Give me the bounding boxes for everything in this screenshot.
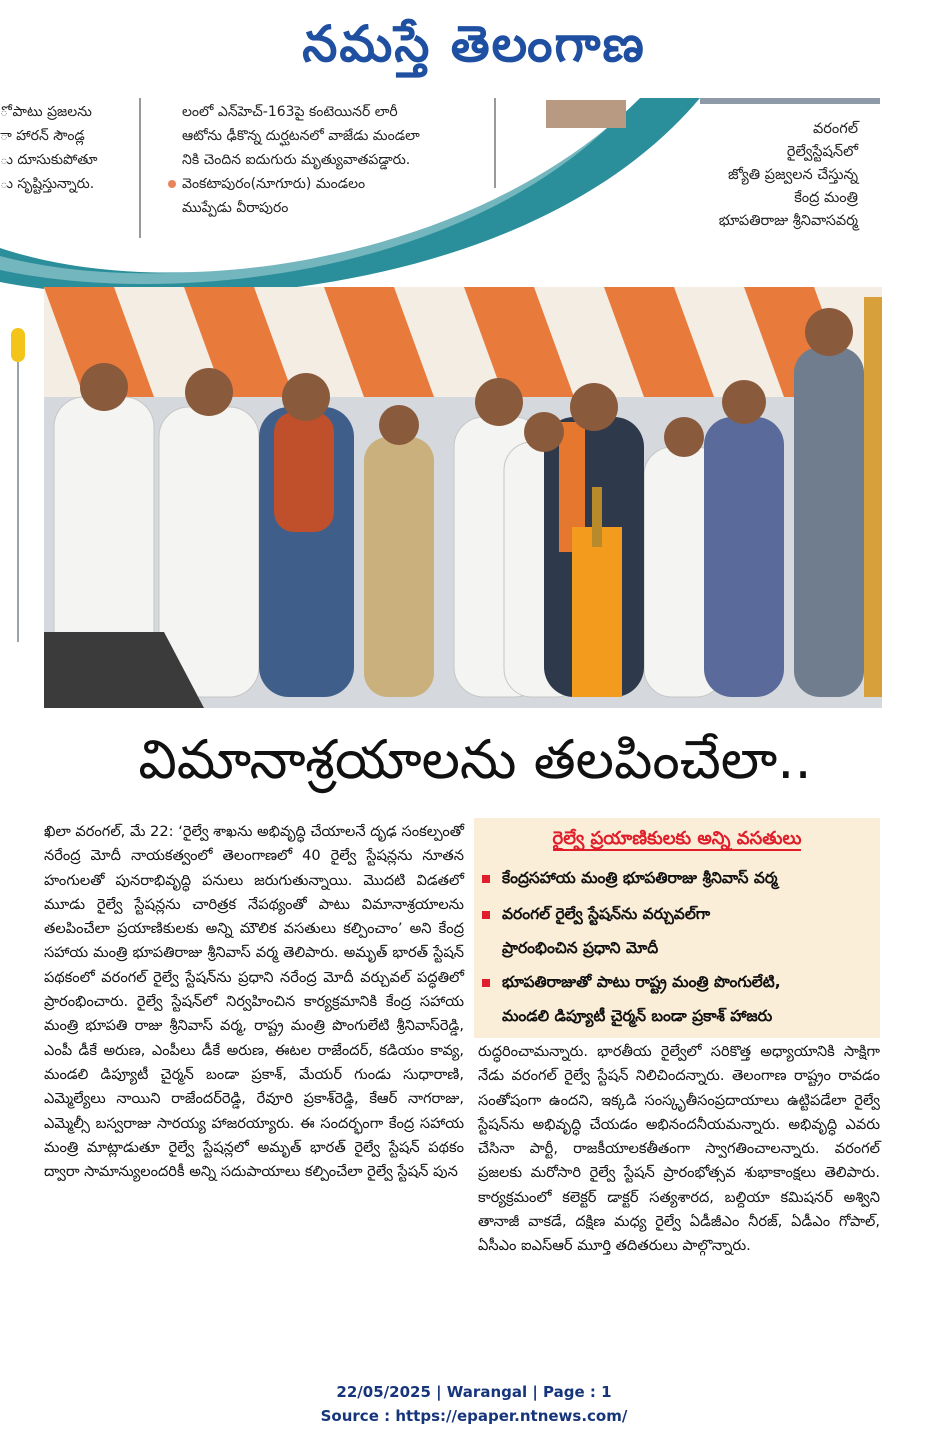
event-photo-illustration <box>44 287 882 708</box>
top-band <box>0 98 948 298</box>
bullet-dot-icon <box>168 180 176 188</box>
highlight-box <box>474 818 880 1038</box>
snippet-line: నికి చెందిన ఐదుగురు మృత్యువాతపడ్డారు. <box>182 152 411 168</box>
highlight-box-title-text: రైల్వే ప్రయాణికులకు అన్ని వసతులు <box>552 828 802 849</box>
snippet-line: ా హారన్ సౌండ్ల <box>0 128 85 144</box>
page-footer <box>0 1380 948 1428</box>
side-rule <box>17 362 19 642</box>
yellow-marker-icon <box>11 328 25 362</box>
article-left-column <box>44 820 464 1184</box>
highlight-bullet-line: కేంద్రసహాయ మంత్రి భూపతిరాజు శ్రీనివాస్ వర్మ <box>502 869 778 887</box>
highlight-bullet-line: భూపతిరాజుతో పాటు రాష్ట్ర మంత్రి పొంగులేటి, <box>502 973 781 991</box>
snippet-line: ో పాటు ప్రజలను <box>0 104 92 120</box>
snippet-line: ముప్పేడు వీరాపురం <box>182 200 289 216</box>
photo-caption <box>719 118 858 233</box>
event-photo <box>44 287 882 708</box>
highlight-bullet-line: మండలి డిప్యూటీ చైర్మన్ బండా ప్రకాశ్ హాజరు <box>502 1007 773 1025</box>
footer-date-line: 22/05/2025 | Warangal | Page : 1 <box>336 1383 612 1401</box>
snippet-line: ు దూసుకుపోతూ <box>0 152 98 168</box>
highlight-box-title <box>474 822 880 856</box>
highlight-bullet-line: వరంగల్ రైల్వే స్టేషన్‌ను వర్చువల్‌గా <box>502 905 711 923</box>
caption-line: జ్యోతి ప్రజ్వలన చేస్తున్న <box>727 167 858 183</box>
article-right-column <box>478 1040 880 1259</box>
bullet-square-icon <box>482 875 490 883</box>
bullet-square-icon <box>482 979 490 987</box>
highlight-bullet-line: ప్రారంభించిన ప్రధాని మోదీ <box>502 939 659 957</box>
caption-line: వరంగల్ <box>813 121 858 137</box>
snippet-line: ఆటోను ఢీకొన్న దుర్ఘటనలో వాజేడు మండలా <box>182 128 420 144</box>
headline: విమానాశ్రయాలను తలపించేలా.. <box>138 728 812 791</box>
middle-snippet <box>182 100 420 220</box>
footer-source-line: Source : https://epaper.ntnews.com/ <box>320 1407 628 1425</box>
snippet-line: ు సృష్టిస్తున్నారు. <box>0 176 95 192</box>
caption-line: భూపతిరాజు శ్రీనివాసవర్మ <box>718 213 858 229</box>
caption-line: కేంద్ర మంత్రి <box>794 190 858 206</box>
bullet-square-icon <box>482 911 490 919</box>
snippet-line: వెంకటాపురం(నూగూరు) మండలం <box>182 176 366 192</box>
left-snippet <box>0 100 98 196</box>
caption-line: రైల్వేస్టేషన్‌లో <box>786 144 858 160</box>
masthead-title: నమస్తే తెలంగాణ <box>302 15 646 73</box>
article-paragraph: రుద్ధరించామన్నారు. భారతీయ రైల్వేలో సరికొత్త అధ్యాయానికి సాక్షిగా నేడు వరంగల్ రైల్వే స్టేషన్ నిలిచిందన్నారు. తెలంగాణ రాష్ట్రం రావడం సంతోషంగా ఉందని, ఇక్కడి సంస్కృతీసంప్రదాయాలు ఉట్టిపడేలా రైల్వే స్టేషన్‌ను అభివృద్ధి చేయడం అభినందనీయమన్నారు. అభివృద్ధి ఎవరు చేసినా పార్టీ, రాజకీయాలకతీతంగా స్వాగతించాలన్నారు. వరంగల్ ప్రజలకు మరోసారి రైల్వే స్టేషన్ ప్రారంభోత్సవ శుభాకాంక్షలు తెలిపారు. కార్యక్రమంలో కలెక్టర్ డాక్టర్ సత్యశారద, బల్దియా కమిషనర్ అశ్విని తానాజీ వాకడే, దక్షిణ మధ్య రైల్వే ఏడీజీఎం నీరజ్, ఏడీఎం గోపాల్, ఏసీఎం ఐఎస్ఆర్ మూర్తి తదితరులు పాల్గొన్నారు. <box>478 1043 880 1255</box>
snippet-bullet <box>182 172 420 196</box>
article-paragraph: ఖిలా వరంగల్, మే 22: ‘రైల్వే శాఖను అభివృద్ధి చేయాలనే దృఢ సంకల్పంతో నరేంద్ర మోదీ నాయకత్వంలో తెలంగాణలో 40 రైల్వే స్టేషన్లను నూతన హంగులతో పునరాభివృద్ధి పనులు జరుగుతున్నాయి. మొదటి విడతలో మూడు రైల్వే స్టేషన్లను చారిత్రక నేపథ్యంతో పాటు విమానాశ్రయాలను తలపించేలా ప్రయాణికులకు అన్ని మౌలిక వసతులు కల్పించాం’ అని కేంద్ర సహాయ మంత్రి భూపతిరాజు శ్రీనివాస్ వర్మ తెలిపారు. అమృత్ భారత్ స్టేషన్ పథకంలో వరంగల్ రైల్వే స్టేషన్‌ను ప్రధాని నరేంద్ర మోదీ వర్చువల్ పద్ధతిలో ప్రారంభించారు. రైల్వే స్టేషన్‌లో నిర్వహించిన కార్యక్రమానికి కేంద్ర సహాయ మంత్రి భూపతి రాజు శ్రీనివాస్ వర్మ, రాష్ట్ర మంత్రి పొంగులేటి శ్రీనివాస్‌రెడ్డి, ఎంపీ డీకే అరుణ, ఎంపీలు డీకే అరుణ, ఈటల రాజేందర్, కడియం కావ్య, మండలి డిప్యూటీ చైర్మన్ బండా ప్రకాశ్, మేయర్ గుండు సుధారాణి, ఎమ్మెల్యేలు నాయిని రాజేందర్‌రెడ్డి, రేవూరి ప్రకాశ్‌రెడ్డి, కేఆర్ నాగరాజు, ఎమ్మెల్సీ బస్వరాజు సారయ్య హాజరయ్యారు. ఈ సందర్భంగా కేంద్ర సహాయ మంత్రి మాట్లాడుతూ రైల్వే స్టేషన్లలో అమృత్ భారత్ రైల్వే స్టేషన్ పథకం ద్వారా సామాన్యులందరికీ అన్ని సదుపాయాలు కల్పించేలా రైల్వే స్టేషన్ పున <box>44 823 464 1181</box>
snippet-line: లంలో ఎన్‌హెచ్-163పై కంటెయినర్ లారీ <box>182 104 398 120</box>
